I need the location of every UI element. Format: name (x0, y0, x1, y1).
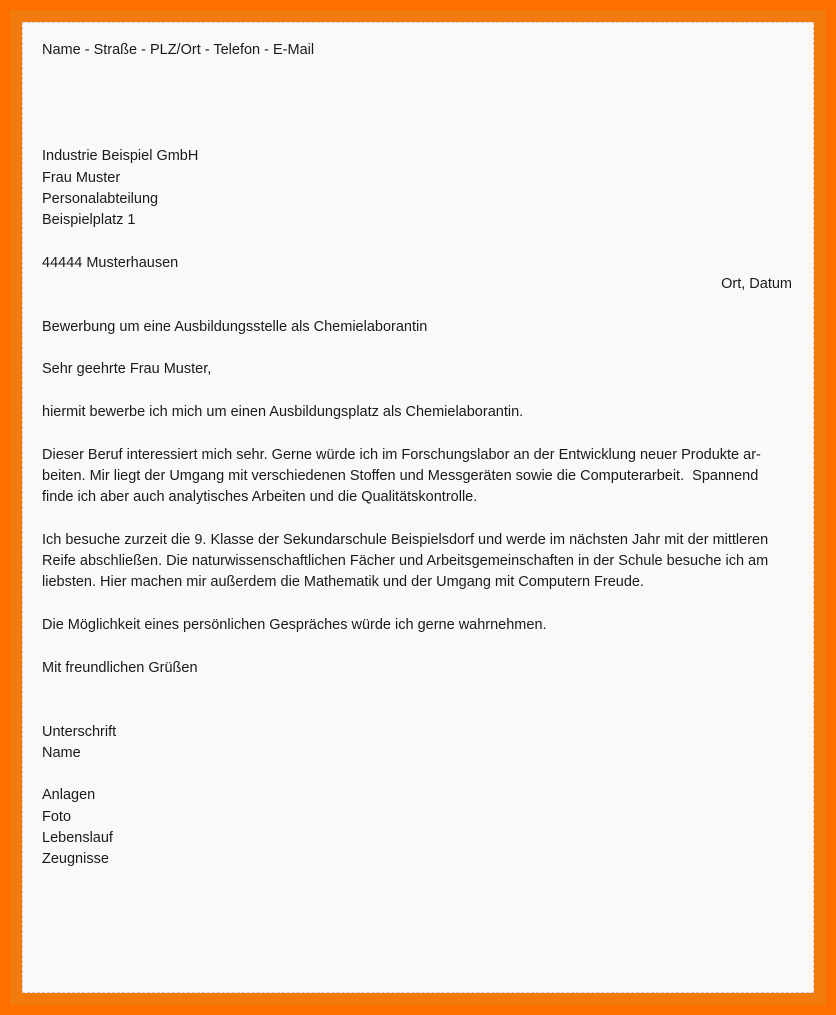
attachments (42, 785, 792, 870)
closing: Mit freundlichen Grüßen (42, 659, 198, 676)
body-paragraph-1 (42, 445, 792, 509)
attachment-item: Lebenslauf (42, 829, 113, 846)
paragraph-line: beiten. Mir liegt der Umgang mit verschiedenen Stoffen und Messgeräten sowie die Computerarbeit. Spannend (42, 467, 759, 484)
recipient-department: Personalabteilung (42, 191, 159, 208)
body-paragraph-3: Die Möglichkeit eines persönlichen Gespräches würde ich gerne wahrnehmen. (42, 617, 547, 634)
body-paragraph-2 (42, 530, 792, 594)
attachment-item: Foto (42, 808, 72, 825)
paragraph-line: Dieser Beruf interessiert mich sehr. Gerne würde ich im Forschungslabor an der Entwicklung neuer Produkte ar- (42, 446, 761, 463)
attachment-item: Zeugnisse (42, 851, 109, 868)
recipient-company: Industrie Beispiel GmbH (42, 148, 199, 165)
recipient-street: Beispielplatz 1 (42, 212, 136, 229)
recipient-city: 44444 Musterhausen (42, 254, 179, 271)
recipient-person: Frau Muster (42, 169, 121, 186)
paragraph-line: Ich besuche zurzeit die 9. Klasse der Sekundarschule Beispielsdorf und werde im nächsten Jahr mit der mittleren (42, 531, 769, 548)
intro-paragraph: hiermit bewerbe ich mich um einen Ausbildungsplatz als Chemielaborantin. (42, 404, 524, 421)
attachments-title: Anlagen (42, 787, 96, 804)
recipient-address (42, 146, 792, 274)
signature-name: Name (42, 744, 81, 761)
subject-line: Bewerbung um eine Ausbildungsstelle als Chemielaborantin (42, 318, 428, 335)
sender-line: Name - Straße - PLZ/Ort - Telefon - E-Mail (42, 42, 315, 58)
signature-label: Unterschrift (42, 723, 117, 740)
paragraph-line: Reife abschließen. Die naturwissenschaftlichen Fächer und Arbeitsgemeinschaften in der Schule besuche ich am (42, 553, 769, 570)
place-date: Ort, Datum (721, 276, 792, 293)
salutation: Sehr geehrte Frau Muster, (42, 361, 212, 378)
paragraph-line: finde ich aber auch analytisches Arbeiten und die Qualitätskontrolle. (42, 489, 478, 506)
letter-content (42, 40, 792, 871)
paragraph-line: liebsten. Hier machen mir außerdem die Mathematik und der Umgang mit Computern Freude. (42, 574, 645, 591)
